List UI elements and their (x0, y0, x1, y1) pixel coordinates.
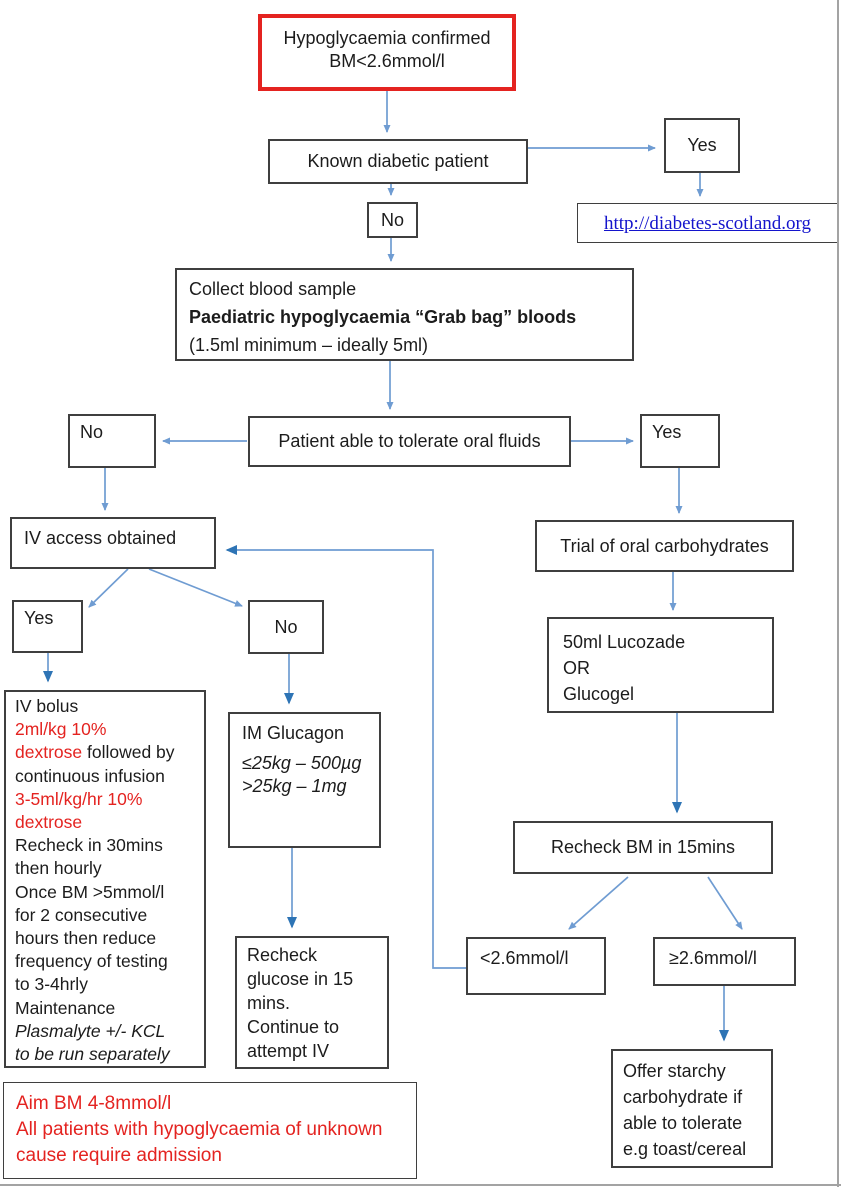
recheck-bm-node (513, 821, 773, 874)
known-diabetic-node (268, 139, 528, 184)
tolerate-no-node (68, 414, 156, 468)
diabetes-scotland-link[interactable]: http://diabetes-scotland.org (603, 212, 812, 234)
iv-bolus-line: 3-5ml/kg/hr 10% (15, 788, 143, 809)
recheck-glucose-line: mins. (247, 993, 291, 1013)
collect-blood-node (175, 268, 634, 361)
start-line-1: Hypoglycaemia confirmed (283, 28, 491, 48)
iv-bolus-line: IV bolus (15, 696, 79, 716)
collect-line-1: Collect blood sample (189, 279, 357, 299)
start-line-2: BM<2.6mmol/l (329, 51, 445, 71)
aim-note-node (3, 1082, 417, 1179)
tolerate-yes-label: Yes (652, 422, 682, 442)
start-node (258, 14, 516, 91)
trial-oral-label: Trial of oral carbohydrates (560, 535, 769, 556)
lucozade-line-1: 50ml Lucozade (563, 632, 686, 652)
iv-bolus-line: to 3-4hrly (15, 974, 88, 995)
recheck-glucose-line: glucose in 15 (247, 969, 354, 989)
diabetic-no-label: No (380, 209, 404, 230)
iv-bolus-line: Once BM >5mmol/l (15, 881, 165, 902)
iv-yes-label: Yes (24, 608, 54, 628)
recheck-glucose-line: attempt IV (247, 1041, 330, 1061)
recheck-bm-label: Recheck BM in 15mins (550, 837, 736, 857)
recheck-glucose-node (235, 936, 389, 1069)
iv-bolus-line (15, 741, 195, 764)
iv-bolus-line: hours then reduce (15, 928, 157, 949)
offer-starchy-line: Offer starchy (623, 1061, 726, 1081)
bm-low-label: <2.6mmol/l (480, 948, 569, 968)
lucozade-line-3: Glucogel (563, 684, 635, 704)
tolerate-oral-label: Patient able to tolerate oral fluids (278, 431, 541, 451)
iv-bolus-node (4, 690, 206, 1068)
offer-starchy-line: carbohydrate if (623, 1087, 743, 1107)
bm-ok-node (653, 937, 796, 986)
iv-access-label: IV access obtained (24, 528, 177, 548)
lucozade-node (547, 617, 774, 713)
page-edge-right (837, 0, 839, 1187)
im-glucagon-title: IM Glucagon (242, 723, 345, 743)
bm-low-node (466, 937, 606, 995)
im-glucagon-node (228, 712, 381, 848)
diabetes-link-node (577, 203, 838, 243)
collect-line-2: Paediatric hypoglycaemia “Grab bag” bloods (189, 307, 577, 327)
iv-bolus-black-segment: followed by (82, 742, 175, 763)
iv-bolus-line: frequency of testing (15, 951, 168, 972)
iv-bolus-line: then hourly (15, 858, 102, 879)
aim-note-line-1: Aim BM 4-8mmol/l (16, 1093, 172, 1114)
offer-starchy-node (611, 1049, 773, 1168)
iv-bolus-line: continuous infusion (15, 765, 165, 786)
diabetic-no-node (367, 202, 418, 238)
iv-bolus-line: dextrose (15, 812, 83, 833)
offer-starchy-line: able to tolerate (623, 1113, 743, 1133)
iv-access-node (10, 517, 216, 569)
iv-bolus-line: Plasmalyte +/- KCL (15, 1020, 166, 1041)
iv-bolus-line: for 2 consecutive (15, 904, 148, 925)
iv-bolus-line: Recheck in 30mins (15, 835, 163, 856)
aim-note-line-2: All patients with hypoglycaemia of unknown (16, 1119, 383, 1140)
iv-bolus-red-segment: dextrose (15, 742, 83, 763)
collect-line-3: (1.5ml minimum – ideally 5ml) (189, 335, 429, 355)
recheck-glucose-line: Continue to (247, 1017, 340, 1037)
page-edge-bottom (0, 1184, 841, 1186)
im-glucagon-dose-1: ≤25kg – 500µg (242, 753, 362, 773)
iv-bolus-line: Maintenance (15, 997, 116, 1018)
offer-starchy-line: e.g toast/cereal (623, 1139, 747, 1159)
recheck-glucose-line: Recheck (247, 945, 318, 965)
aim-note-line-3: cause require admission (16, 1145, 222, 1166)
known-diabetic-label: Known diabetic patient (307, 151, 489, 171)
iv-no-label: No (274, 616, 298, 637)
tolerate-yes-node (640, 414, 720, 468)
bm-ok-label: ≥2.6mmol/l (669, 948, 757, 968)
trial-oral-node (535, 520, 794, 572)
iv-bolus-line: 2ml/kg 10% (15, 719, 107, 740)
lucozade-line-2: OR (563, 658, 590, 678)
tolerate-no-label: No (80, 422, 104, 442)
iv-yes-node (12, 600, 83, 653)
iv-no-node (248, 600, 324, 654)
im-glucagon-dose-2: >25kg – 1mg (242, 776, 347, 796)
diabetic-yes-label: Yes (687, 135, 717, 155)
tolerate-oral-node (248, 416, 571, 467)
diabetic-yes-node (664, 118, 740, 173)
iv-bolus-line: to be run separately (15, 1044, 170, 1065)
